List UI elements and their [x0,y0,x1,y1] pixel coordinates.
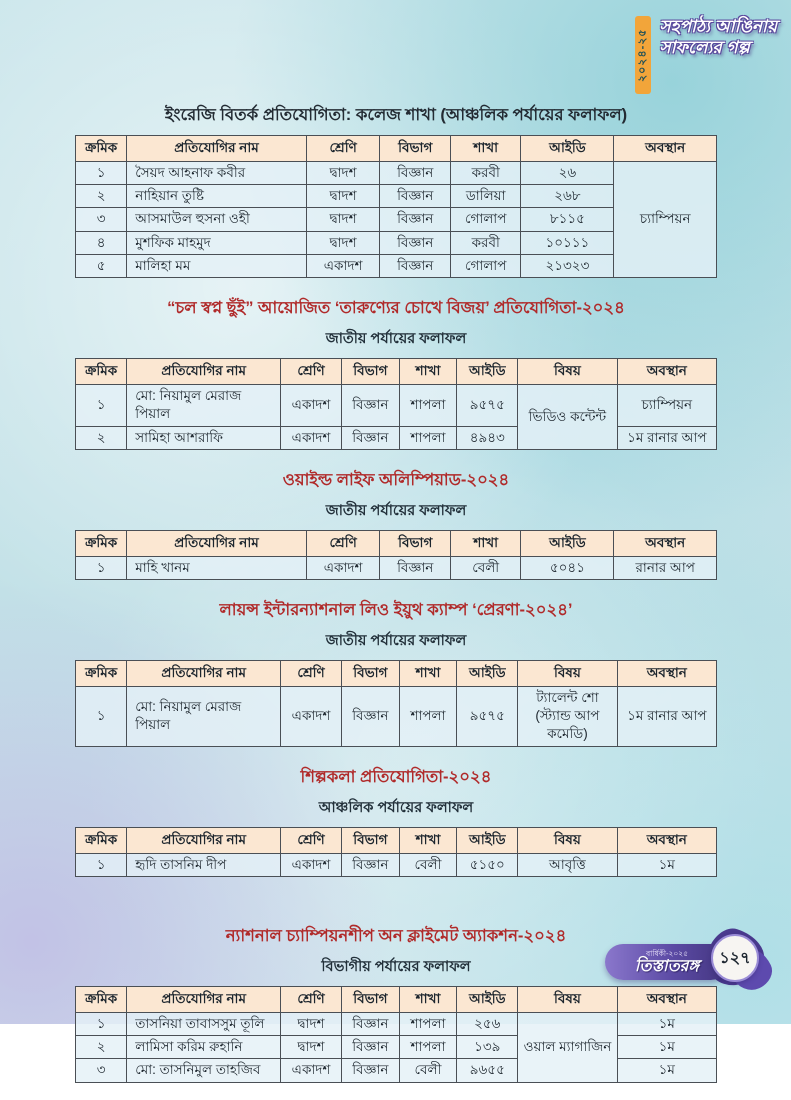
table-cell: বিজ্ঞান [380,231,451,254]
section-title: ন্যাশনাল চ্যাম্পিয়নশীপ অন ক্লাইমেট অ্যাকশন-২০২৪ [225,926,567,945]
table-cell: ২ [76,1036,127,1059]
table-cell: ওয়াল ম্যাগাজিন [518,1012,617,1082]
column-header: শ্রেণি [306,136,380,162]
table-cell: ১ [76,385,127,426]
table-cell: মালিহা মম [127,254,306,277]
table-cell: ১০১১১ [521,231,614,254]
results-table [75,358,717,450]
column-header: অবস্থান [617,986,716,1012]
column-header: শাখা [450,530,521,556]
table-header-row [76,136,717,162]
column-header: আইডি [521,136,614,162]
table-cell: শাপলা [399,426,457,449]
table-cell: ৫০৪১ [521,556,614,579]
table-cell: বিজ্ঞান [341,385,399,426]
table-row [76,1059,717,1082]
table-cell: ১ [76,556,127,579]
table-cell: লামিসা করিম রুহানি [127,1036,281,1059]
table-cell: বিজ্ঞান [341,686,399,746]
table-cell: শাপলা [399,385,457,426]
tagline-line2: সাফল্যের গল্প [659,38,750,57]
tagline-line1: সহপাঠ্য আঙিনায় [659,17,777,36]
table-cell: ৯৫৭৫ [457,686,518,746]
column-header: ক্রমিক [76,986,127,1012]
table-cell: শাপলা [399,686,457,746]
column-header: প্রতিযোগির নাম [127,530,306,556]
table-cell: ৫ [76,254,127,277]
page-number-badge [711,934,759,982]
table-row [76,1012,717,1035]
table-row [76,556,717,579]
table-cell: একাদশ [306,556,380,579]
column-header: শাখা [450,136,521,162]
table-cell: ৫১৫০ [457,853,518,876]
table-cell: বিজ্ঞান [380,185,451,208]
table-cell: বিজ্ঞান [341,426,399,449]
column-header: আইডি [457,827,518,853]
result-section-4 [75,597,717,747]
table-cell: ৩ [76,208,127,231]
results-table [75,135,717,278]
column-header: প্রতিযোগির নাম [127,136,306,162]
table-cell: বিজ্ঞান [380,162,451,185]
table-cell: বিজ্ঞান [341,1036,399,1059]
results-table [75,827,717,877]
section-title: ইংরেজি বিতর্ক প্রতিযোগিতা: কলেজ শাখা (আঞ্চলিক পর্যায়ের ফলাফল) [164,106,628,124]
table-cell: দ্বাদশ [306,162,380,185]
table-row [76,853,717,876]
column-header: প্রতিযোগির নাম [127,660,281,686]
section-subtitle: আঞ্চলিক পর্যায়ের ফলাফল [318,799,474,816]
edition-label: বার্ষিকী-২০২৫ [645,948,689,958]
table-cell: একাদশ [281,686,342,746]
table-cell: দ্বাদশ [306,185,380,208]
session-label: ২০২৪-২৫ [636,28,649,82]
column-header: বিভাগ [341,660,399,686]
table-cell: ১ম রানার আপ [617,686,716,746]
result-section-3 [75,467,717,580]
table-cell: চ্যাম্পিয়ন [614,162,717,278]
table-cell: বেলী [399,1059,457,1082]
table-cell: একাদশ [281,853,342,876]
table-cell: ডালিয়া [450,185,521,208]
column-header: অবস্থান [617,359,716,385]
column-header: শাখা [399,359,457,385]
section-title: ওয়াইল্ড লাইফ অলিম্পিয়াড-২০২৪ [282,470,510,489]
column-header: আইডি [457,986,518,1012]
column-header: শ্রেণি [281,660,342,686]
table-cell: হৃদি তাসনিম দীপ [127,853,281,876]
table-cell: সৈয়দ আহনাফ কবীর [127,162,306,185]
column-header: ক্রমিক [76,359,127,385]
column-header: প্রতিযোগির নাম [127,827,281,853]
section-title: “চল স্বপ্ন ছুঁই” আয়োজিত ‘তারুণ্যের চোখে বিজয়’ প্রতিযোগিতা-২০২৪ [167,299,625,318]
section-title: শিল্পকলা প্রতিযোগিতা-২০২৪ [300,767,492,786]
table-cell: বেলী [450,556,521,579]
column-header: বিভাগ [341,827,399,853]
table-row [76,686,717,746]
table-cell: বিজ্ঞান [341,1059,399,1082]
column-header: বিভাগ [341,986,399,1012]
table-cell: নাহিয়ান তুষ্টি [127,185,306,208]
section-subtitle: জাতীয় পর্যায়ের ফলাফল [325,331,467,348]
table-cell: ৮১১৫ [521,208,614,231]
table-cell: একাদশ [306,254,380,277]
column-header: আইডি [521,530,614,556]
table-cell: ১ [76,1012,127,1035]
table-cell: মাহি খানম [127,556,306,579]
table-cell: ১ [76,853,127,876]
column-header: বিষয় [518,827,617,853]
table-cell: আসমাউল হুসনা ওহী [127,208,306,231]
table-header-row [76,660,717,686]
page-footer-badge [605,928,765,994]
section-title: লায়ন্স ইন্টারন্যাশনাল লিও ইয়ুথ ক্যাম্প ‘প্রেরণা-২০২৪’ [219,600,573,619]
table-header-row [76,530,717,556]
column-header: শ্রেণি [281,986,342,1012]
table-cell: বিজ্ঞান [380,254,451,277]
table-row [76,162,717,185]
column-header: বিভাগ [341,359,399,385]
column-header: বিষয় [518,986,617,1012]
table-cell: সামিহা আশরাফি [127,426,281,449]
table-cell: ৪৯৪৩ [457,426,518,449]
table-cell: ১৩৯ [457,1036,518,1059]
result-section-1 [75,102,717,278]
session-ribbon [635,16,651,94]
table-cell: বিজ্ঞান [380,208,451,231]
table-cell: ৩ [76,1059,127,1082]
column-header: অবস্থান [614,530,717,556]
column-header: অবস্থান [617,827,716,853]
table-cell: ৯৬৫৫ [457,1059,518,1082]
column-header: শাখা [399,660,457,686]
table-cell: দ্বাদশ [281,1012,342,1035]
table-cell: একাদশ [281,426,342,449]
table-cell: ১ম [617,1012,716,1035]
table-cell: শাপলা [399,1012,457,1035]
table-cell: ভিডিও কন্টেন্ট [518,385,617,450]
table-cell: বেলী [399,853,457,876]
table-cell: ১ [76,686,127,746]
table-cell: বিজ্ঞান [380,556,451,579]
table-cell: গোলাপ [450,254,521,277]
column-header: ক্রমিক [76,827,127,853]
table-cell: ২ [76,185,127,208]
table-cell: চ্যাম্পিয়ন [617,385,716,426]
section-subtitle: জাতীয় পর্যায়ের ফলাফল [325,502,467,519]
table-row [76,1036,717,1059]
column-header: শ্রেণি [281,359,342,385]
table-cell: বিজ্ঞান [341,853,399,876]
table-cell: ট্যালেন্ট শো (স্ট্যান্ড আপ কমেডি) [518,686,617,746]
table-cell: ৯৫৭৫ [457,385,518,426]
column-header: শাখা [399,986,457,1012]
table-cell: ১ [76,162,127,185]
section-subtitle: জাতীয় পর্যায়ের ফলাফল [325,632,467,649]
column-header: শ্রেণি [306,530,380,556]
header-tagline [659,16,777,58]
table-cell: মো: তাসনিমুল তাহজিব [127,1059,281,1082]
table-cell: গোলাপ [450,208,521,231]
column-header: শাখা [399,827,457,853]
table-cell: দ্বাদশ [306,231,380,254]
table-cell: ২৬ [521,162,614,185]
result-section-5 [75,764,717,877]
table-cell: ২১৩২৩ [521,254,614,277]
table-cell: ৪ [76,231,127,254]
column-header: প্রতিযোগির নাম [127,359,281,385]
table-cell: মো: নিয়ামুল মেরাজ পিয়াল [127,686,281,746]
column-header: প্রতিযোগির নাম [127,986,281,1012]
table-cell: শাপলা [399,1036,457,1059]
table-cell: ২৬৮ [521,185,614,208]
column-header: ক্রমিক [76,530,127,556]
table-header-row [76,359,717,385]
table-cell: তাসনিয়া তাবাসসুম তূলি [127,1012,281,1035]
table-cell: ২ [76,426,127,449]
column-header: অবস্থান [617,660,716,686]
results-table [75,530,717,580]
table-cell: ১ম রানার আপ [617,426,716,449]
column-header: ক্রমিক [76,136,127,162]
column-header: শ্রেণি [281,827,342,853]
table-cell: ১ম [617,1036,716,1059]
table-cell: একাদশ [281,1059,342,1082]
table-row [76,426,717,449]
table-row [76,385,717,426]
table-cell: একাদশ [281,385,342,426]
page-number: ১২৭ [719,949,751,967]
column-header: আইডি [457,660,518,686]
column-header: ক্রমিক [76,660,127,686]
column-header: আইডি [457,359,518,385]
result-section-2 [75,295,717,450]
magazine-name: তিস্তাতরঙ্গ [634,957,700,975]
column-header: অবস্থান [614,136,717,162]
table-cell: মো: নিয়ামুল মেরাজ পিয়াল [127,385,281,426]
table-cell: ২৫৬ [457,1012,518,1035]
section-subtitle: বিভাগীয় পর্যায়ের ফলাফল [321,958,471,975]
table-cell: আবৃত্তি [518,853,617,876]
column-header: বিষয় [518,359,617,385]
table-cell: দ্বাদশ [281,1036,342,1059]
table-cell: ১ম [617,1059,716,1082]
table-cell: করবী [450,231,521,254]
table-cell: বিজ্ঞান [341,1012,399,1035]
table-cell: রানার আপ [614,556,717,579]
table-cell: দ্বাদশ [306,208,380,231]
column-header: বিভাগ [380,530,451,556]
results-table [75,660,717,747]
table-cell: ১ম [617,853,716,876]
table-header-row [76,827,717,853]
page-header-badge [635,16,777,94]
column-header: বিষয় [518,660,617,686]
table-cell: করবী [450,162,521,185]
column-header: বিভাগ [380,136,451,162]
table-cell: মুশফিক মাহমুদ [127,231,306,254]
results-table [75,986,717,1083]
